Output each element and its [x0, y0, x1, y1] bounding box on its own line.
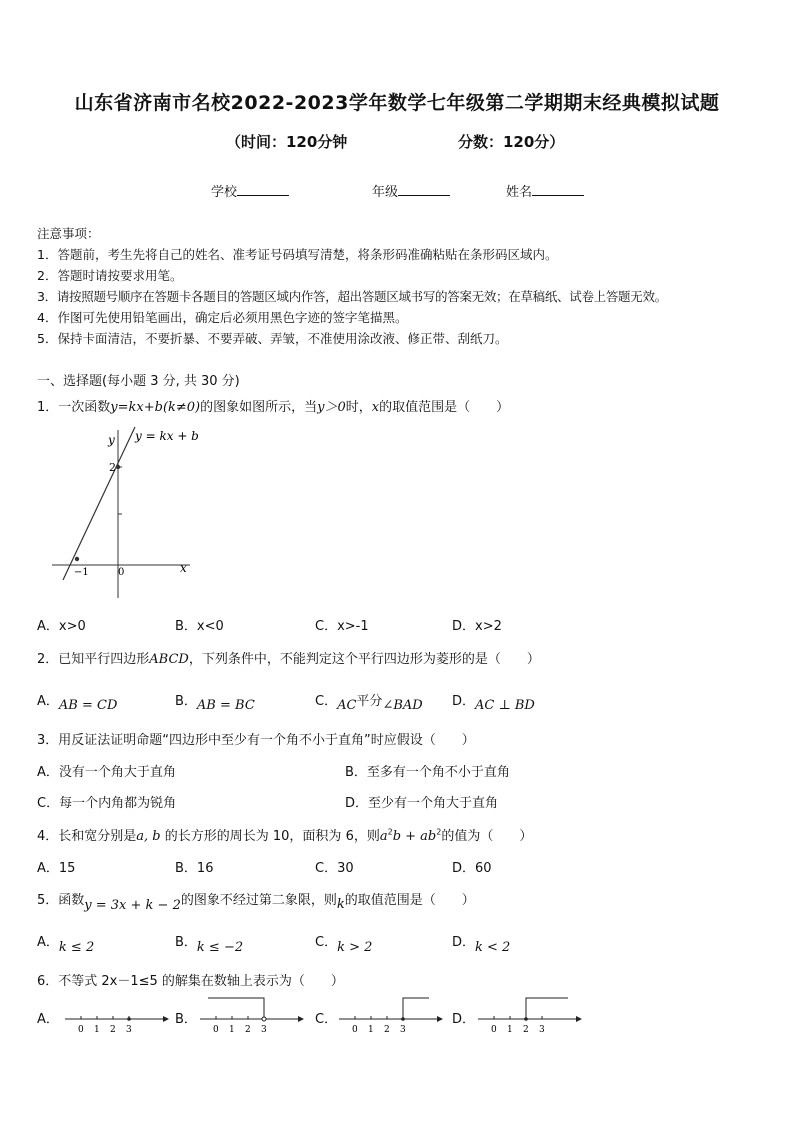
q4-exponent: 2	[436, 827, 442, 837]
option-label: B．	[175, 694, 197, 709]
q6-option-c-label[interactable]: C．	[315, 1012, 338, 1027]
q4-option-a[interactable]: A．15	[37, 861, 76, 876]
q1-option-b[interactable]: B．x<0	[175, 619, 224, 634]
school-blank[interactable]	[237, 183, 289, 196]
tick-label: 3	[261, 1025, 267, 1035]
exam-time: （时间：120分钟	[226, 133, 348, 151]
y-axis-label: y	[108, 433, 115, 447]
tick-label: 3	[539, 1025, 545, 1035]
q5-var: k	[336, 897, 345, 912]
q2-option-c[interactable]	[315, 690, 423, 713]
name-label: 姓名	[506, 185, 533, 200]
q6-stem: 6．不等式 2x－1≤5 的解集在数轴上表示为（ ）	[37, 974, 344, 989]
q2-option-d[interactable]	[452, 690, 535, 713]
q1-mid: 的图象如图所示，当	[200, 400, 318, 415]
q2-stem	[37, 648, 540, 667]
tick-label: 1	[229, 1025, 235, 1035]
tick-label: 0	[78, 1025, 84, 1035]
exam-score: 分数：120分）	[458, 133, 565, 151]
q2-name: ABCD	[149, 652, 189, 667]
tick-label: 2	[384, 1025, 390, 1035]
q5-mid: 的图象不经过第二象限，则	[180, 893, 337, 908]
tick-label: 3	[126, 1025, 132, 1035]
x-intercept-point	[75, 557, 79, 561]
notes-heading: 注意事项：	[37, 226, 100, 241]
q6-option-c-numberline[interactable]	[337, 996, 445, 1036]
q3-option-a[interactable]: A．没有一个角大于直角	[37, 765, 176, 780]
option-label: A．	[37, 694, 59, 709]
q6-option-b-numberline[interactable]	[198, 996, 306, 1036]
q6-option-d-numberline[interactable]	[476, 996, 584, 1036]
grade-field	[372, 181, 450, 200]
q5-expr: y = 3x + k − 2	[84, 898, 181, 913]
option-label: C．	[315, 694, 338, 709]
school-field	[211, 181, 289, 200]
q2-pre: 2．已知平行四边形	[37, 652, 150, 667]
tick-label: 0	[352, 1025, 358, 1035]
q1-pre: 1．一次函数	[37, 400, 111, 415]
q6-option-a-label[interactable]: A．	[37, 1012, 59, 1027]
option-expr: k > 2	[337, 940, 373, 955]
y-intercept-point	[116, 465, 120, 469]
tick-label: 1	[507, 1025, 513, 1035]
grade-label: 年级	[372, 185, 399, 200]
grade-blank[interactable]	[398, 183, 450, 196]
q4-expr-a: a	[379, 829, 388, 844]
q1-option-c[interactable]: C．x>-1	[315, 619, 369, 634]
note-item: 5．保持卡面清洁，不要折暴、不要弄破、弄皱，不准使用涂改液、修正带、刮纸刀。	[37, 331, 508, 346]
option-expr: AB = BC	[196, 698, 255, 713]
section-heading: 一、选择题(每小题 3 分, 共 30 分)	[37, 374, 240, 389]
q1-var: x	[371, 400, 380, 415]
q4-expr-b: b + ab	[392, 829, 437, 844]
option-label: C．	[315, 935, 338, 950]
x-axis-label: x	[180, 561, 187, 575]
option-expr: ∠BAD	[382, 698, 423, 713]
endpoint	[401, 1017, 405, 1021]
q3-option-c[interactable]: C．每一个内角都为锐角	[37, 796, 177, 811]
q3-option-b[interactable]: B．至多有一个角不小于直角	[345, 765, 510, 780]
origin-label: 0	[118, 567, 125, 578]
function-label: y = kx + b	[135, 429, 199, 443]
q5-option-a[interactable]	[37, 931, 95, 955]
q6-option-a-numberline[interactable]	[63, 996, 171, 1036]
q1-expr: y=kx+b(k≠0)	[110, 400, 201, 415]
tick-label-2: 2	[109, 461, 116, 474]
tick-label: 0	[213, 1025, 219, 1035]
option-label: D．	[452, 935, 476, 950]
q6-option-b-label[interactable]: B．	[175, 1012, 197, 1027]
q5-option-d[interactable]	[452, 931, 511, 955]
tick-label: 2	[110, 1025, 116, 1035]
q4-post: 的值为（ ）	[441, 829, 533, 844]
axis-arrow	[437, 1016, 443, 1022]
tick-label: 1	[368, 1025, 374, 1035]
function-line	[63, 427, 135, 580]
axis-arrow	[298, 1016, 304, 1022]
q5-stem	[37, 889, 475, 913]
option-label: A．	[37, 935, 59, 950]
q5-option-c[interactable]	[315, 931, 373, 955]
solution-bracket	[208, 998, 264, 1019]
q1-graph	[40, 422, 210, 604]
tick-label: 2	[523, 1025, 529, 1035]
note-item: 4．作图可先使用铅笔画出，确定后必须用黑色字迹的签字笔描黑。	[37, 310, 408, 325]
open-endpoint	[262, 1017, 266, 1021]
option-expr: AB = CD	[58, 698, 118, 713]
axis-arrow	[576, 1016, 582, 1022]
q4-stem	[37, 825, 532, 844]
name-blank[interactable]	[532, 183, 584, 196]
option-label: B．	[175, 935, 197, 950]
solution-bracket	[526, 998, 568, 1019]
q1-mid2: 时，	[345, 400, 372, 415]
q4-option-c[interactable]: C．30	[315, 861, 354, 876]
q5-pre: 5．函数	[37, 893, 85, 908]
note-item: 3．请按照题号顺序在答题卡各题目的答题区域内作答，超出答题区域书写的答案无效；在草稿纸、试卷上答题无效。	[37, 289, 667, 304]
option-expr: AC	[337, 698, 357, 713]
school-label: 学校	[211, 185, 238, 200]
q4-option-b[interactable]: B．16	[175, 861, 214, 876]
q6-option-d-label[interactable]: D．	[452, 1012, 476, 1027]
name-field	[506, 181, 584, 200]
note-item: 1．答题前，考生先将自己的姓名、准考证号码填写清楚，将条形码准确粘贴在条形码区域内。	[37, 247, 558, 262]
tick-label: 1	[94, 1025, 100, 1035]
q1-option-d[interactable]: D．x>2	[452, 619, 502, 634]
option-expr: AC ⊥ BD	[475, 698, 535, 713]
q3-option-d[interactable]: D．至少有一个角大于直角	[345, 796, 499, 811]
q3-stem: 3．用反证法证明命题“四边形中至少有一个角不小于直角”时应假设（ ）	[37, 733, 475, 748]
tick-label-neg1: −1	[74, 567, 89, 578]
q4-option-d[interactable]: D．60	[452, 861, 492, 876]
tick-label: 3	[400, 1025, 406, 1035]
option-expr: k < 2	[475, 940, 511, 955]
q2-post: ，下列条件中，不能判定这个平行四边形为菱形的是（ ）	[188, 652, 540, 667]
q1-option-a[interactable]: A．x>0	[37, 619, 86, 634]
q4-pre: 4．长和宽分别是	[37, 829, 137, 844]
tick-label: 0	[491, 1025, 497, 1035]
q2-option-b[interactable]	[175, 690, 255, 713]
option-expr: k ≤ −2	[196, 940, 244, 955]
endpoint	[524, 1017, 528, 1021]
note-item: 2．答题时请按要求用笔。	[37, 268, 183, 283]
option-word: 平分	[356, 694, 383, 709]
tick-label: 2	[245, 1025, 251, 1035]
q1-post: 的取值范围是（ ）	[379, 400, 510, 415]
q4-mid: 的长方形的周长为 10，面积为 6，则	[160, 829, 380, 844]
q5-post: 的取值范围是（ ）	[344, 893, 475, 908]
exam-title: 山东省济南市名校2022-2023学年数学七年级第二学期期末经典模拟试题	[74, 92, 720, 114]
q2-option-a[interactable]	[37, 690, 118, 713]
axis-arrow	[163, 1016, 169, 1022]
option-label: D．	[452, 694, 476, 709]
q1-stem	[37, 396, 509, 415]
q5-option-b[interactable]	[175, 931, 244, 955]
option-expr: k ≤ 2	[58, 940, 95, 955]
q4-exponent: 2	[387, 827, 393, 837]
q4-vars: a, b	[136, 829, 161, 844]
q1-cond: y＞0	[317, 400, 346, 415]
endpoint	[127, 1017, 131, 1021]
solution-bracket	[403, 998, 429, 1019]
